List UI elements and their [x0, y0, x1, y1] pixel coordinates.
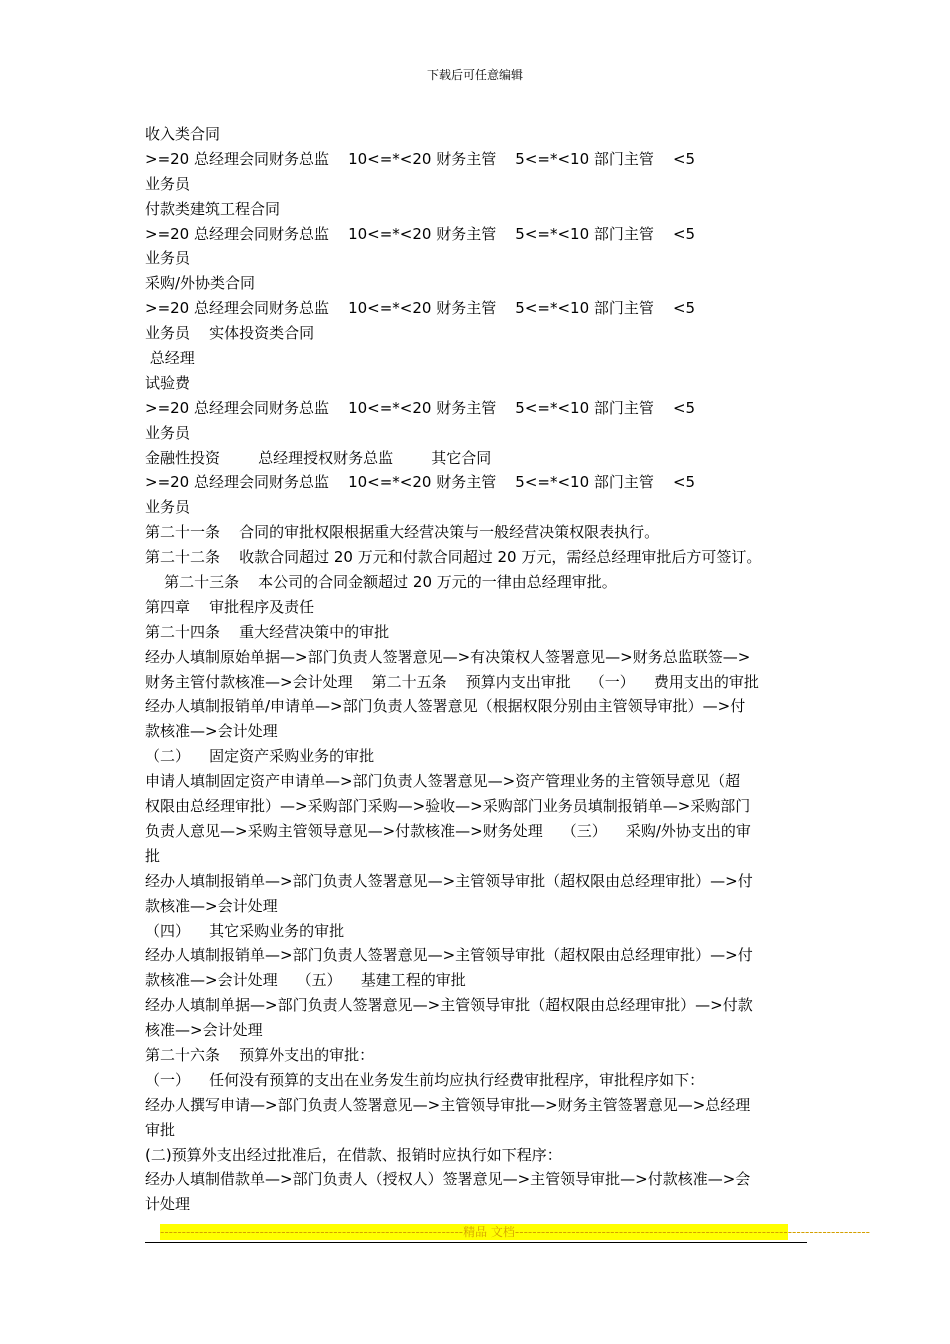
text-line: 财务主管付款核准—>会计处理 第二十五条 预算内支出审批 （一） 费用支出的审批 [145, 672, 759, 691]
text-line: 批 [145, 846, 161, 865]
text-line: 审批 [145, 1120, 176, 1139]
text-line: （二） 固定资产采购业务的审批 [145, 747, 375, 766]
text-line: 经办人撰写申请—>部门负责人签署意见—>主管领导审批—>财务主管签署意见—>总经理 [145, 1095, 751, 1114]
text-line: 权限由总经理审批）—>采购部门采购—>验收—>采购部门业务员填制报销单—>采购部门 [145, 797, 751, 816]
footer-banner: ----------------------------------------------------------------------精品 文档---------------------------------------------------------------------------------- [160, 1225, 870, 1239]
text-line: 经办人填制借款单—>部门负责人（授权人）签署意见—>主管领导审批—>付款核准—>会 [145, 1170, 751, 1189]
text-line: 第二十三条 本公司的合同金额超过 20 万元的一律由总经理审批。 [145, 573, 617, 592]
text-line: 付款类建筑工程合同 [145, 199, 281, 218]
text-line: 金融性投资 总经理授权财务总监 其它合同 [145, 448, 492, 467]
text-line: 负责人意见—>采购主管领导意见—>付款核准—>财务处理 （三） 采购/外协支出的审 [145, 821, 751, 840]
text-line: 采购/外协类合同 [145, 274, 256, 293]
footer-divider [145, 1242, 807, 1243]
text-line: >=20 总经理会同财务总监 10<=*<20 财务主管 5<=*<10 部门主管 <5 [145, 224, 696, 243]
text-line: 经办人填制单据—>部门负责人签署意见—>主管领导审批（超权限由总经理审批）—>付款 [145, 996, 753, 1015]
text-line: >=20 总经理会同财务总监 10<=*<20 财务主管 5<=*<10 部门主管 <5 [145, 398, 696, 417]
text-line: 核准—>会计处理 [145, 1021, 263, 1040]
text-line: 款核准—>会计处理 [145, 722, 278, 741]
text-line: 总经理 [145, 349, 195, 368]
text-line: 试验费 [145, 373, 191, 392]
text-line: >=20 总经理会同财务总监 10<=*<20 财务主管 5<=*<10 部门主管 <5 [145, 473, 696, 492]
text-line: 业务员 [145, 174, 191, 193]
text-line: 经办人填制原始单据—>部门负责人签署意见—>有决策权人签署意见—>财务总监联签—> [145, 647, 751, 666]
text-line: 收入类合同 [145, 125, 221, 143]
text-line: 业务员 [145, 249, 191, 268]
text-line: 经办人填制报销单/申请单—>部门负责人签署意见（根据权限分别由主管领导审批）—>付 [145, 697, 746, 716]
page-header: 下载后可任意编辑 [426, 68, 523, 82]
text-line: 第二十二条 收款合同超过 20 万元和付款合同超过 20 万元，需经总经理审批后方可签订。 [145, 548, 762, 567]
text-line: （四） 其它采购业务的审批 [145, 921, 345, 940]
text-line: >=20 总经理会同财务总监 10<=*<20 财务主管 5<=*<10 部门主管 <5 [145, 149, 696, 168]
text-line: 款核准—>会计处理 [145, 896, 278, 915]
text-line: 第二十六条 预算外支出的审批： [145, 1045, 375, 1064]
text-line: 申请人填制固定资产申请单—>部门负责人签署意见—>资产管理业务的主管领导意见（超 [145, 772, 741, 791]
text-line: 业务员 [145, 498, 191, 517]
text-line: 计处理 [145, 1195, 191, 1214]
text-line: 第二十四条 重大经营决策中的审批 [145, 622, 390, 641]
text-line: （一） 任何没有预算的支出在业务发生前均应执行经费审批程序，审批程序如下： [145, 1070, 705, 1089]
document-body [145, 122, 810, 1217]
text-line: 业务员 [145, 423, 191, 442]
text-line: >=20 总经理会同财务总监 10<=*<20 财务主管 5<=*<10 部门主管 <5 [145, 299, 696, 318]
text-line: (二)预算外支出经过批准后，在借款、报销时应执行如下程序： [145, 1145, 562, 1164]
text-line: 经办人填制报销单—>部门负责人签署意见—>主管领导审批（超权限由总经理审批）—>付 [145, 871, 753, 890]
text-line: 经办人填制报销单—>部门负责人签署意见—>主管领导审批（超权限由总经理审批）—>付 [145, 946, 753, 965]
chapter-heading: 第四章 审批程序及责任 [145, 597, 315, 616]
text-line: 业务员 实体投资类合同 [145, 324, 315, 343]
text-line: 款核准—>会计处理 （五） 基建工程的审批 [145, 971, 466, 990]
text-line: 第二十一条 合同的审批权限根据重大经营决策与一般经营决策权限表执行。 [145, 523, 660, 542]
